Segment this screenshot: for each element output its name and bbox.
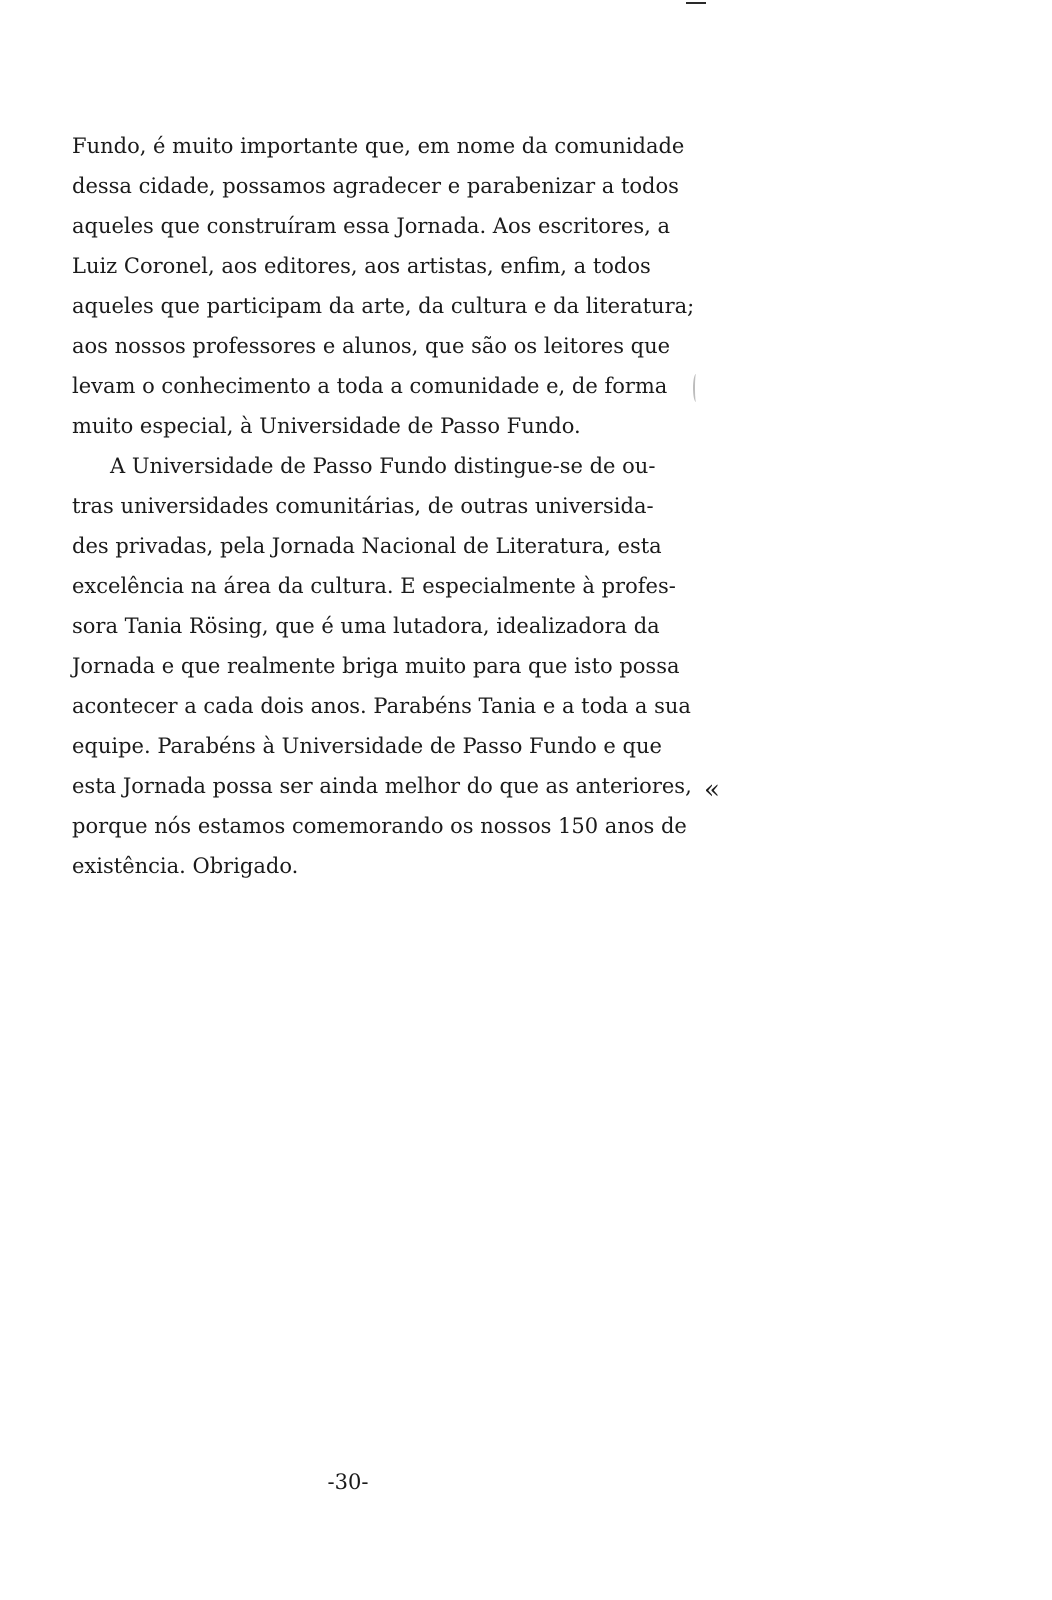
text-line: porque nós estamos comemorando os nossos 150 anos de	[72, 814, 687, 838]
text-line: des privadas, pela Jornada Nacional de Literatura, esta	[72, 534, 662, 558]
text-line: existência. Obrigado.	[72, 854, 299, 878]
text-line: tras universidades comunitárias, de outras universida-	[72, 494, 654, 518]
text-line: acontecer a cada dois anos. Parabéns Tania e a toda a sua	[72, 694, 691, 718]
page-number: -30-	[327, 1470, 369, 1494]
text-line: aqueles que construíram essa Jornada. Aos escritores, a	[72, 214, 670, 238]
paragraph-2	[72, 446, 692, 886]
top-edge-mark	[686, 2, 706, 4]
text-line: levam o conhecimento a toda a comunidade e, de forma	[72, 374, 668, 398]
scan-artifact	[693, 374, 699, 402]
margin-glyph: «	[704, 775, 720, 805]
text-line: sora Tania Rösing, que é uma lutadora, idealizadora da	[72, 614, 660, 638]
text-line: Luiz Coronel, aos editores, aos artistas, enfim, a todos	[72, 254, 651, 278]
text-line: aos nossos professores e alunos, que são os leitores que	[72, 334, 671, 358]
text-line: A Universidade de Passo Fundo distingue-se de ou-	[110, 454, 656, 478]
paragraph-1	[72, 126, 695, 446]
text-line: aqueles que participam da arte, da cultura e da literatura;	[72, 294, 695, 318]
text-line: muito especial, à Universidade de Passo Fundo.	[72, 414, 581, 438]
text-line: Fundo, é muito importante que, em nome da comunidade	[72, 134, 685, 158]
text-line: excelência na área da cultura. E especialmente à profes-	[72, 574, 676, 598]
text-line: equipe. Parabéns à Universidade de Passo Fundo e que	[72, 734, 662, 758]
text-line: dessa cidade, possamos agradecer e parabenizar a todos	[72, 174, 679, 198]
text-line: Jornada e que realmente briga muito para que isto possa	[72, 654, 680, 678]
body-text	[72, 126, 695, 886]
text-line: esta Jornada possa ser ainda melhor do que as anteriores,	[72, 774, 692, 798]
